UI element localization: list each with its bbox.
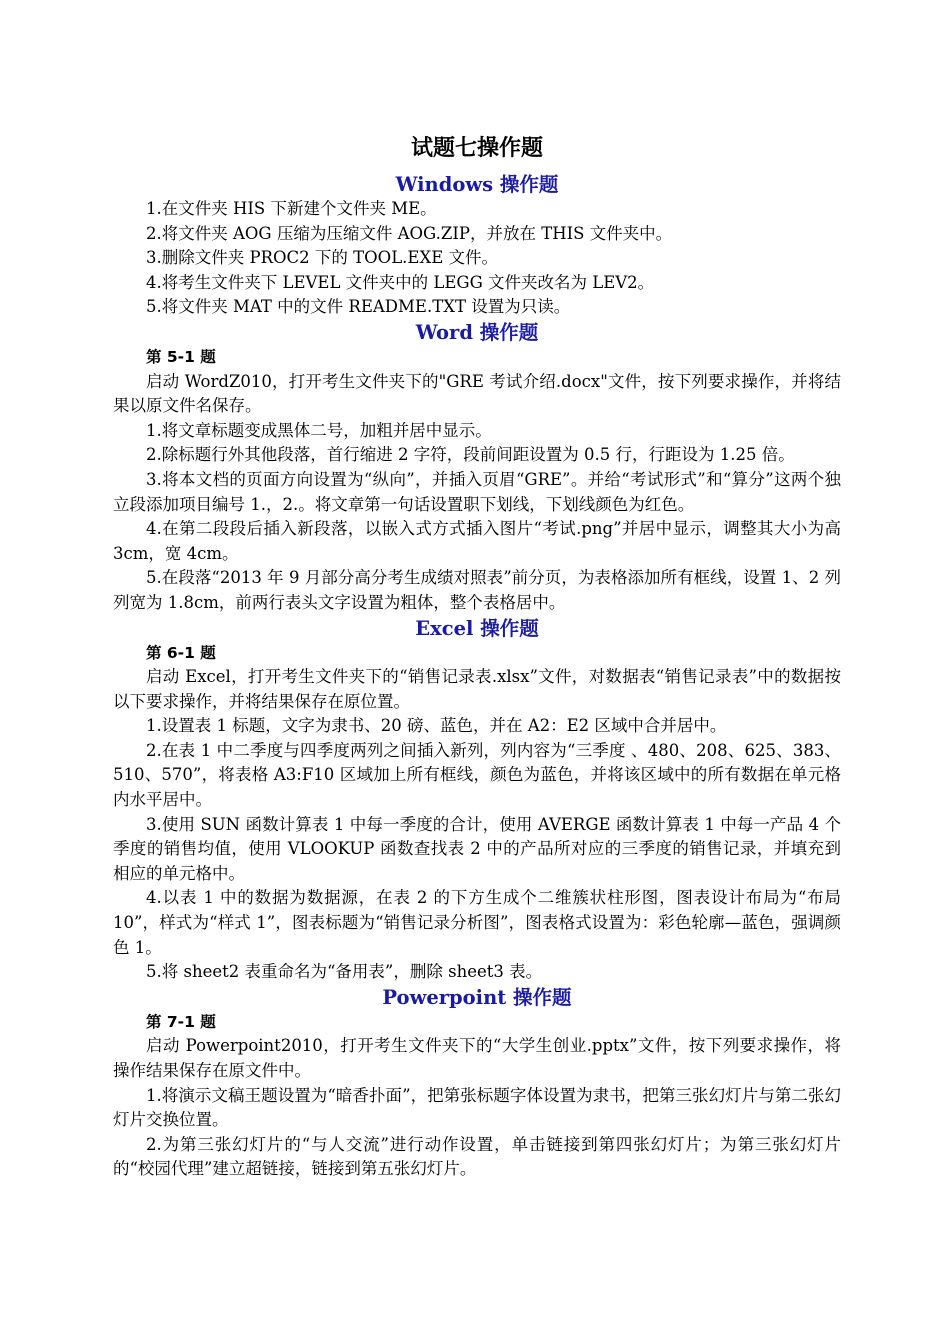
powerpoint-item-2: 2.为第三张幻灯片的“与人交流”进行动作设置，单击链接到第四张幻灯片；为第三张幻灯片的“校园代理”建立超链接，链接到第五张幻灯片。 xyxy=(113,1134,841,1179)
windows-item-3: 3.删除文件夹 PROC2 下的 TOOL.EXE 文件。 xyxy=(146,248,498,268)
document-title: 试题七操作题 xyxy=(410,136,543,161)
document-body xyxy=(113,130,841,1182)
word-item-4: 4.在第二段段后插入新段落，以嵌入式方式插入图片“考试.png”并居中显示，调整其大小为高 3cm，宽 4cm。 xyxy=(113,519,841,563)
powerpoint-section-heading: Powerpoint 操作题 xyxy=(382,985,572,1009)
word-item-5: 5.在段落“2013 年 9 月部分高分考生成绩对照表”前分页，为表格添加所有框线，设置 1、2 列列宽为 1.8cm，前两行表头文字设置为粗体，整个表格居中。 xyxy=(113,568,841,612)
windows-item-4: 4.将考生文件夹下 LEVEL 文件夹中的 LEGG 文件夹改名为 LEV2。 xyxy=(146,272,655,292)
word-item-3: 3.将本文档的页面方向设置为“纵向”，并插入页眉“GRE”。并给“考试形式”和“算分”这两个独立段添加项目编号 1.，2.。将文章第一句话设置职下划线，下划线颜色为红色。 xyxy=(113,469,841,514)
powerpoint-item-1: 1.将演示文稿王题设置为“暗香扑面”，把第张标题字体设置为隶书，把第三张幻灯片与第二张幻灯片交换位置。 xyxy=(113,1085,841,1130)
windows-section-heading: Windows 操作题 xyxy=(395,173,559,196)
excel-intro: 启动 Excel，打开考生文件夹下的“销售记录表.xlsx”文件，对数据表“销售记录表”中的数据按以下要求操作，并将结果保存在原位置。 xyxy=(113,667,841,711)
word-question-number: 第 5-1 题 xyxy=(146,347,216,366)
excel-item-1: 1.设置表 1 标题，文字为隶书、20 磅、蓝色，并在 A2：E2 区域中合并居中。 xyxy=(146,716,727,736)
excel-section-heading: Excel 操作题 xyxy=(415,616,539,640)
powerpoint-intro: 启动 Powerpoint2010，打开考生文件夹下的“大学生创业.pptx”文件，按下列要求操作，将操作结果保存在原文件中。 xyxy=(113,1036,841,1080)
excel-item-5: 5.将 sheet2 表重命名为“备用表”，删除 sheet3 表。 xyxy=(146,962,543,982)
word-intro: 启动 WordZ010，打开考生文件夹下的"GRE 考试介绍.docx"文件，按下列要求操作，并将结果以原文件名保存。 xyxy=(113,371,841,416)
excel-question-number: 第 6-1 题 xyxy=(146,643,216,662)
excel-item-4: 4.以表 1 中的数据为数据源，在表 2 的下方生成个二维簇状柱形图，图表设计布局为“布局 10”，样式为“样式 1”，图表标题为“销售记录分析图”，图表格式设置为：彩色轮廓—蓝色，强调颜色 1。 xyxy=(113,888,841,957)
excel-item-3: 3.使用 SUN 函数计算表 1 中每一季度的合计，使用 AVERGE 函数计算表 1 中每一产品 4 个季度的销售均值，使用 VLOOKUP 函数查找表 2 中的产品所对应的三季度的销售记录，并填充到相应的单元格中。 xyxy=(113,814,841,883)
word-section-heading: Word 操作题 xyxy=(415,320,539,344)
windows-item-5: 5.将文件夹 MAT 中的文件 README.TXT 设置为只读。 xyxy=(146,297,571,317)
excel-item-2: 2.在表 1 中二季度与四季度两列之间插入新列，列内容为“三季度 、480、208、625、383、510、570”，将表格 A3:F10 区域加上所有框线，颜色为蓝色，并将该区域中的所有数据在单元格内水平居中。 xyxy=(113,740,841,810)
windows-item-2: 2.将文件夹 AOG 压缩为压缩文件 AOG.ZIP，并放在 THIS 文件夹中。 xyxy=(146,223,673,243)
word-item-1: 1.将文章标题变成黑体二号，加粗并居中显示。 xyxy=(146,420,492,440)
powerpoint-question-number: 第 7-1 题 xyxy=(146,1012,216,1031)
windows-item-1: 1.在文件夹 HIS 下新建个文件夹 ME。 xyxy=(146,199,437,218)
word-item-2: 2.除标题行外其他段落，首行缩进 2 字符，段前间距设置为 0.5 行，行距设为 1.25 倍。 xyxy=(146,445,795,465)
